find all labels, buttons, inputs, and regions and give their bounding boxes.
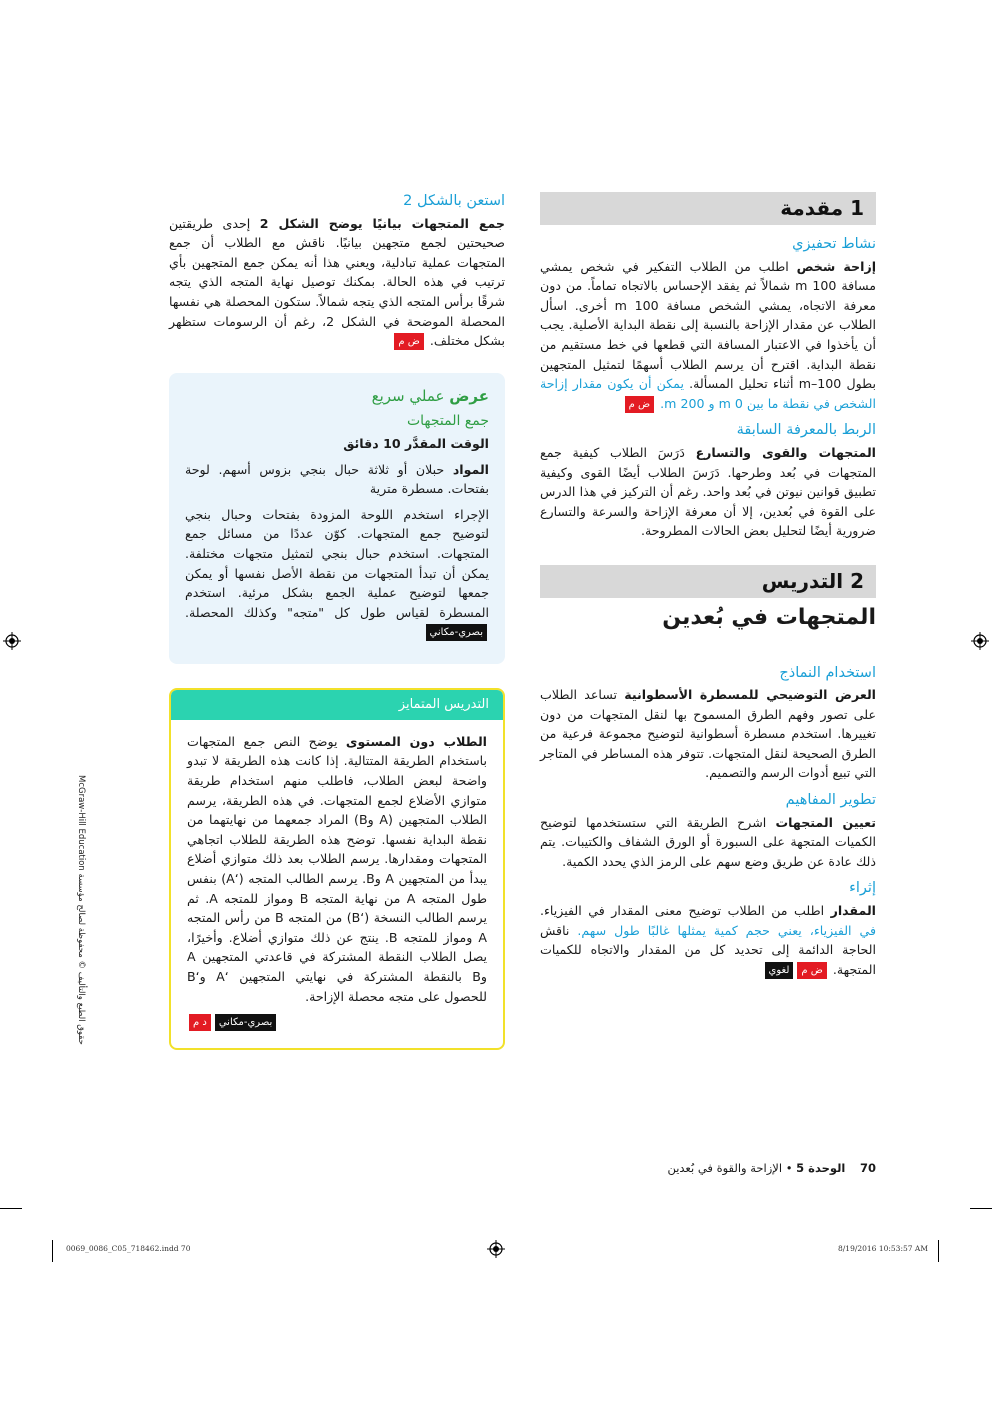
differentiated-body [171, 720, 503, 1048]
page-footer [640, 1161, 876, 1175]
demo-materials-label: المواد [452, 461, 489, 477]
demo-subtitle: جمع المتجهات [406, 413, 489, 430]
crop-mark [0, 1208, 22, 1209]
chapter-title: المتجهات في بُعدين [662, 604, 876, 630]
activity-answer: يمكن أن يكون مقدار إزاحة الشخص في نقطة ما بين 0 m و 200 m. [540, 376, 876, 411]
enrich-text-1: اطلب من الطلاب توضيح معنى المقدار في الفيزياء. [540, 903, 831, 919]
activity-lead: إزاحة شخص [796, 258, 877, 274]
badge-visual-spatial: بصري-مكاني [426, 624, 487, 641]
differentiated-badges [187, 1012, 487, 1032]
unit-title: • الإزاحة والقوة في بُعدين [667, 1161, 797, 1175]
slug-timestamp: 8/19/2016 10:53:57 AM [838, 1244, 929, 1253]
unit-label: الوحدة 5 [796, 1161, 846, 1175]
differentiated-text: يوضح النص جمع المتجهات باستخدام الطريقة المتتالية. إذا كانت هذه الطريقة لا تبدو واضحة لبعض الطلاب، فاطلب منهم استخدام طريقة متوازي الأضلاع لجمع المتجهات. في هذه الطريقة، يرسم الطلاب المتجهين (A وB) المراد جمعهما من نهايتهما من نقطة البداية نفسها. توضح هذه الطريقة للطلاب اتجاهي المتجهات ومقدارها. يرسم الطلاب بعد ذلك متوازي أضلاع يبدأ من المتجهين A وB. يرسم الطالب المتجه (‘A) بنفس طول المتجه A من نهاية المتجه B ومواز للمتجه A. ثم يرسم الطالب النسخة (‘B) من المتجه B من رأس المتجه A ومواز للمتجه B. ينتج عن ذلك متوازي أضلاع. وأخيرًا، يصل الطلاب النقطة المشتركة في قاعدتي المتجهين A وB بالنقطة المشتركة في نهايتي المتجهين ‘A و‘B للحصول على متجه محصلة الإزاحة. [187, 733, 488, 1004]
models-text: تساعد الطلاب على تصور وفهم الطرق المسموح بها لنقل المتجهات من دون تغييرها. استخدم مسطرة أسطوانية لتوضيح مجموعة فرعية من الطرق الصحيحة لنقل المتجهات. تتوفر هذه المساطر في المتاجر التي تبيع أدوات الرسم والتصميم. [540, 687, 876, 781]
section-2-header: 2 التدريس [540, 565, 876, 598]
registration-mark-icon [3, 632, 21, 650]
concepts-text: اشرح الطريقة التي ستستخدمها لتوضيح الكميات المتجهة على السبورة أو الورق الشفاف والكتيبات. يتم ذلك عادة عن طريق وضع سهم على الرمز الذي يحدد الكمية. [540, 814, 876, 869]
enrichment-heading: إثراء [849, 880, 876, 897]
right-column [540, 192, 876, 985]
figure-text: إحدى طريقتين صحيحتين لجمع متجهين بيانيًا. ناقش مع الطلاب أن جمع المتجهات عملية تبادلية، ويعني هذا أنه يمكن جمع المتجهين بأي ترتيب في هذه الحالة. بمكنك توصيل نهاية المتجه الذي يتجه شرقًا برأس المتجه الذي يتجه شمالاً. ستكون المحصلة هي نفسها المحصلة الموضحة في الشكل 2، رغم أن الرسومات ستظهر بشكل مختلف. [169, 215, 505, 349]
enrichment-paragraph [540, 901, 876, 979]
badge-linguistic: لغوي [765, 962, 794, 979]
differentiated-paragraph [187, 732, 487, 1006]
badge-visual-spatial: بصري-مكاني [215, 1014, 276, 1031]
models-paragraph [540, 685, 876, 783]
badge-ability-level: ض م [797, 962, 826, 979]
left-column [169, 192, 505, 1050]
enrich-lead: المقدار [830, 903, 876, 919]
figure-heading: استعن بالشكل 2 [403, 193, 505, 209]
demo-materials-text: حبلان أو ثلاثة حبال بنجي بزوس أسهم. لوحة بفتحات. مسطرة مترية [185, 461, 489, 497]
badge-ability-level: ض م [394, 333, 423, 350]
registration-mark-icon [487, 1240, 505, 1258]
quick-demo-box [169, 373, 505, 664]
concepts-lead: تعيين المتجهات [775, 814, 876, 830]
differentiated-header: التدريس المتمايز [171, 690, 503, 720]
enrich-text-2: ناقش الحاجة الدائمة إلى تحديد كل من المقدار والاتجاه للكميات المتجهة. [540, 922, 876, 977]
motivation-activity-paragraph [540, 257, 876, 414]
prior-knowledge-paragraph [540, 443, 876, 541]
figure-paragraph [169, 214, 505, 351]
demo-procedure [185, 505, 489, 642]
figure-lead: جمع المتجهات بيانيًا يوضح الشكل 2 [259, 215, 505, 231]
badge-below-level: د م [189, 1014, 211, 1031]
models-lead: العرض التوضيحي للمسطرة الأسطوانية [624, 687, 876, 703]
differentiated-lead: الطلاب دون المستوى [345, 733, 487, 749]
crop-mark [52, 1240, 53, 1262]
section-1-header: 1 مقدمة [540, 192, 876, 225]
enrich-answer: في الفيزياء، يعني حجم كمية يمثلها غالبًا طول سهم. [577, 922, 877, 938]
demo-procedure-text: الإجراء استخدم اللوحة المزودة بفتحات وحبال بنجي لتوضيح جمع المتجهات. كوّن عددًا من مسائل جمع المتجهات. استخدم حبال بنجي لتمثيل متجهات مختلفة. يمكن أن تبدأ المتجهات من نقطة الأصل نفسها أو يمكن جمعها لتوضيح عملية الجمع بشكل مرئية. استخدم المسطرة لقياس طول كل "متجه" وكذلك المحصلة. [185, 506, 489, 620]
activity-text: اطلب من الطلاب التفكير في شخص يمشي مسافة 100 m شمالاً ثم يفقد الإحساس بالاتجاه تماماً. من دون معرفة الاتجاه، يمشي الشخص مسافة 100 m أخرى. اسأل الطلاب عن مقدار الإزاحة بالنسبة إلى نقطة البداية الأصلية. يجب أن يأخذوا في الاعتبار المسافة التي قطعها في خط مستقيم من نقطة البداية. اقترح أن يرسم الطلاب أسهمًا لتمثيل المتجهين بطول 100–m أثناء تحليل المسألة. [540, 258, 877, 392]
badge-ability-level: ض م [625, 396, 654, 413]
differentiated-instruction-box [169, 688, 505, 1050]
page-number: 70 [859, 1161, 876, 1175]
demo-materials [185, 460, 489, 499]
concepts-paragraph [540, 813, 876, 872]
motivation-activity-heading: نشاط تحفيزي [792, 236, 876, 252]
concepts-heading: تطوير المفاهيم [785, 792, 876, 809]
models-heading: استخدام النماذج [779, 664, 876, 681]
crop-mark [970, 1208, 992, 1209]
demo-title-bold: عرض [449, 386, 489, 405]
crop-mark [938, 1240, 939, 1262]
side-copyright: حقوق الطبع والتأليف © محفوظة لصالح مؤسسة McGraw-Hill Education [76, 775, 86, 1045]
prior-knowledge-heading: الربط بالمعرفة السابقة [736, 422, 876, 439]
slug-filename: 0069_0086_C05_718462.indd 70 [66, 1244, 191, 1253]
demo-title-rest: عملي سريع [371, 386, 450, 405]
demo-title [185, 387, 489, 407]
registration-mark-icon [971, 632, 989, 650]
demo-time: الوقت المقدَّر 10 دقائق [343, 435, 489, 451]
prior-lead: المتجهات والقوى والتسارع [695, 444, 876, 460]
prior-text: دَرَسَ الطلاب كيفية جمع المتجهات في بُعد وطرحها. دَرَسَ الطلاب أيضًا القوى وكيفية تطبيق قوانين نيوتن في بُعد واحد. رغم أن التركيز في هذا الدرس على القوة في بُعدين، إلا أن معرفة الإزاحة والسرعة والتسارع ضرورية أيضًا لتحليل بعض الحالات المطروحة. [540, 444, 876, 539]
